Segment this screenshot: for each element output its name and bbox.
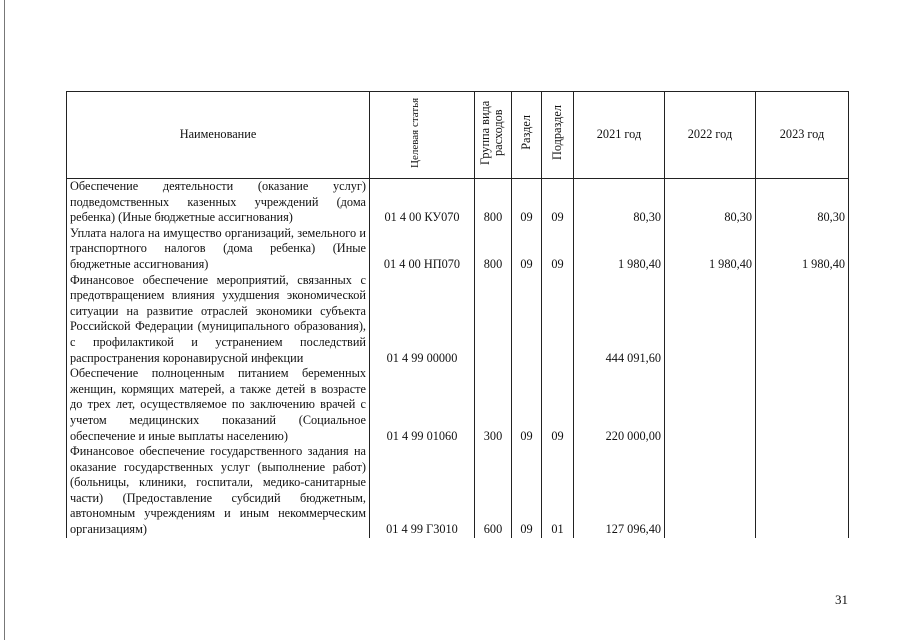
row-name: Финансовое обеспечение мероприятий, связанных с предотвращением влияния ухудшения экономической ситуации на развитие отраслей экономики субъекта Российской Федерации (муниципального образования), с профилактикой и устранением последствий распространения коронавирусной инфекции xyxy=(67,273,370,367)
row-value-2022 xyxy=(665,444,756,538)
row-subsection: 09 xyxy=(542,226,574,273)
row-value-2021: 444 091,60 xyxy=(574,273,665,367)
row-value-2023 xyxy=(756,366,849,444)
row-subsection: 09 xyxy=(542,179,574,226)
row-expense-group: 800 xyxy=(475,179,512,226)
row-target-article: 01 4 99 00000 xyxy=(370,273,475,367)
row-value-2023 xyxy=(756,273,849,367)
row-value-2021: 1 980,40 xyxy=(574,226,665,273)
header-expense-group: Группа вида расходов xyxy=(475,92,512,179)
header-name: Наименование xyxy=(67,92,370,179)
header-section: Раздел xyxy=(512,92,542,179)
header-subsection: Подраздел xyxy=(542,92,574,179)
table-row xyxy=(67,366,849,444)
row-expense-group: 300 xyxy=(475,366,512,444)
header-2021: 2021 год xyxy=(574,92,665,179)
row-value-2022 xyxy=(665,273,756,367)
row-expense-group: 800 xyxy=(475,226,512,273)
row-value-2022: 80,30 xyxy=(665,179,756,226)
row-target-article: 01 4 00 КУ070 xyxy=(370,179,475,226)
row-expense-group: 600 xyxy=(475,444,512,538)
row-target-article: 01 4 99 Г3010 xyxy=(370,444,475,538)
table-row xyxy=(67,179,849,226)
row-subsection: 09 xyxy=(542,366,574,444)
row-target-article: 01 4 00 НП070 xyxy=(370,226,475,273)
row-section: 09 xyxy=(512,444,542,538)
table-row xyxy=(67,444,849,538)
row-subsection xyxy=(542,273,574,367)
row-value-2021: 80,30 xyxy=(574,179,665,226)
row-value-2021: 220 000,00 xyxy=(574,366,665,444)
header-target-article: Целевая статья xyxy=(370,92,475,179)
row-section xyxy=(512,273,542,367)
row-subsection: 01 xyxy=(542,444,574,538)
row-value-2022 xyxy=(665,366,756,444)
scan-left-edge xyxy=(4,0,5,640)
row-target-article: 01 4 99 01060 xyxy=(370,366,475,444)
row-name: Уплата налога на имущество организаций, земельного и транспортного налогов (дома ребенка) (Иные бюджетные ассигнования) xyxy=(67,226,370,273)
row-name: Обеспечение деятельности (оказание услуг) подведомственных казенных учреждений (дома ребенка) (Иные бюджетные ассигнования) xyxy=(67,179,370,226)
table-row xyxy=(67,273,849,367)
header-2023: 2023 год xyxy=(756,92,849,179)
row-expense-group xyxy=(475,273,512,367)
budget-table xyxy=(66,91,849,538)
row-value-2021: 127 096,40 xyxy=(574,444,665,538)
row-section: 09 xyxy=(512,366,542,444)
header-row xyxy=(67,92,849,179)
row-section: 09 xyxy=(512,226,542,273)
row-value-2022: 1 980,40 xyxy=(665,226,756,273)
row-value-2023: 1 980,40 xyxy=(756,226,849,273)
row-section: 09 xyxy=(512,179,542,226)
row-value-2023: 80,30 xyxy=(756,179,849,226)
page-number: 31 xyxy=(835,592,848,607)
row-name: Финансовое обеспечение государственного задания на оказание государственных услуг (выполнение работ) (больницы, клиники, госпитали, медико-санитарные части) (Предоставление субсидий бюджетным, автономным учреждениям и иным некоммерческим организациям) xyxy=(67,444,370,538)
table-row xyxy=(67,226,849,273)
row-value-2023 xyxy=(756,444,849,538)
row-name: Обеспечение полноценным питанием беременных женщин, кормящих матерей, а также детей в возрасте до трех лет, осуществляемое по заключению врачей с учетом медицинских показаний (Социальное обеспечение и иные выплаты населению) xyxy=(67,366,370,444)
header-2022: 2022 год xyxy=(665,92,756,179)
